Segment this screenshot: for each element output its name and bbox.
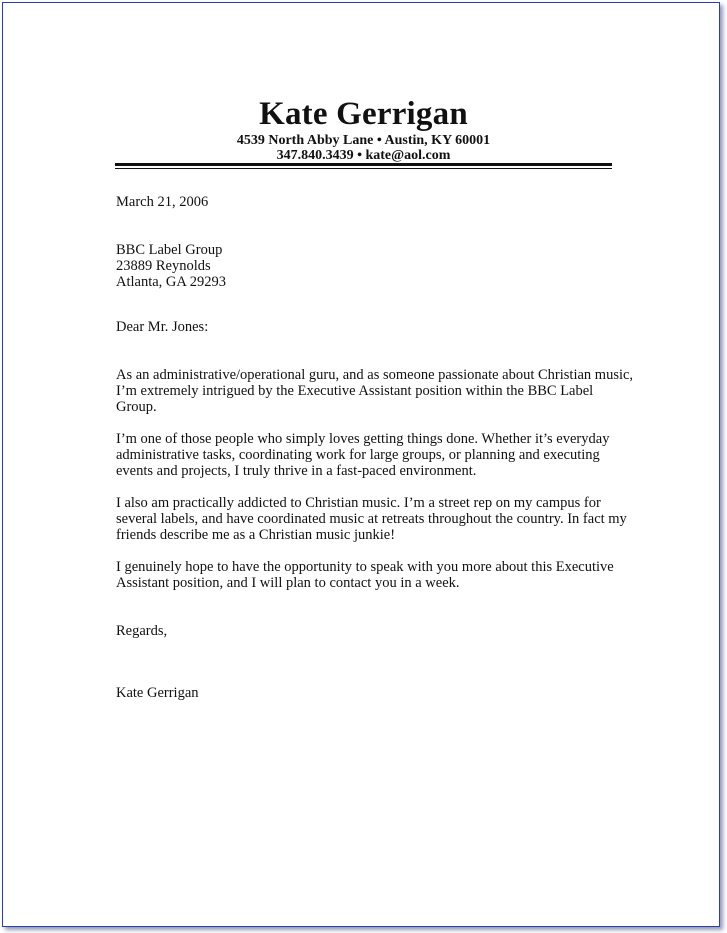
paragraph-2-line-2: administrative tasks, coordinating work for large groups, or planning and executing <box>116 447 600 463</box>
letterhead-name: Kate Gerrigan <box>259 96 468 132</box>
letterhead-address: 4539 North Abby Lane • Austin, KY 60001 <box>236 133 491 148</box>
paragraph-1-line-1: As an administrative/operational guru, and as someone passionate about Christian music, <box>116 367 634 383</box>
recipient-line-3: Atlanta, GA 29293 <box>116 274 226 290</box>
letterhead-rule-thin <box>115 168 612 169</box>
paragraph-3-line-1: I also am practically addicted to Christian music. I’m a street rep on my campus for <box>116 495 601 511</box>
letterhead-rule-thick <box>115 163 612 166</box>
letterhead-contact: 347.840.3439 • kate@aol.com <box>276 148 451 163</box>
paragraph-2-line-1: I’m one of those people who simply loves getting things done. Whether it’s everyday <box>116 431 610 447</box>
paragraph-3-line-2: several labels, and have coordinated music at retreats throughout the country. In fact my <box>116 511 627 527</box>
recipient-line-2: 23889 Reynolds <box>116 258 211 274</box>
letter-date: March 21, 2006 <box>116 194 209 210</box>
recipient-line-1: BBC Label Group <box>116 242 223 258</box>
signature-name: Kate Gerrigan <box>116 685 199 701</box>
paragraph-1-line-2: I’m extremely intrigued by the Executive Assistant position within the BBC Label <box>116 383 594 399</box>
salutation: Dear Mr. Jones: <box>116 319 209 335</box>
paragraph-3-line-3: friends describe me as a Christian music junkie! <box>116 527 396 543</box>
paragraph-1-line-3: Group. <box>116 399 157 415</box>
paragraph-2-line-3: events and projects, I truly thrive in a fast-paced environment. <box>116 463 477 479</box>
closing: Regards, <box>116 623 168 639</box>
paragraph-4-line-2: Assistant position, and I will plan to contact you in a week. <box>116 575 460 591</box>
paragraph-4-line-1: I genuinely hope to have the opportunity to speak with you more about this Executive <box>116 559 614 575</box>
